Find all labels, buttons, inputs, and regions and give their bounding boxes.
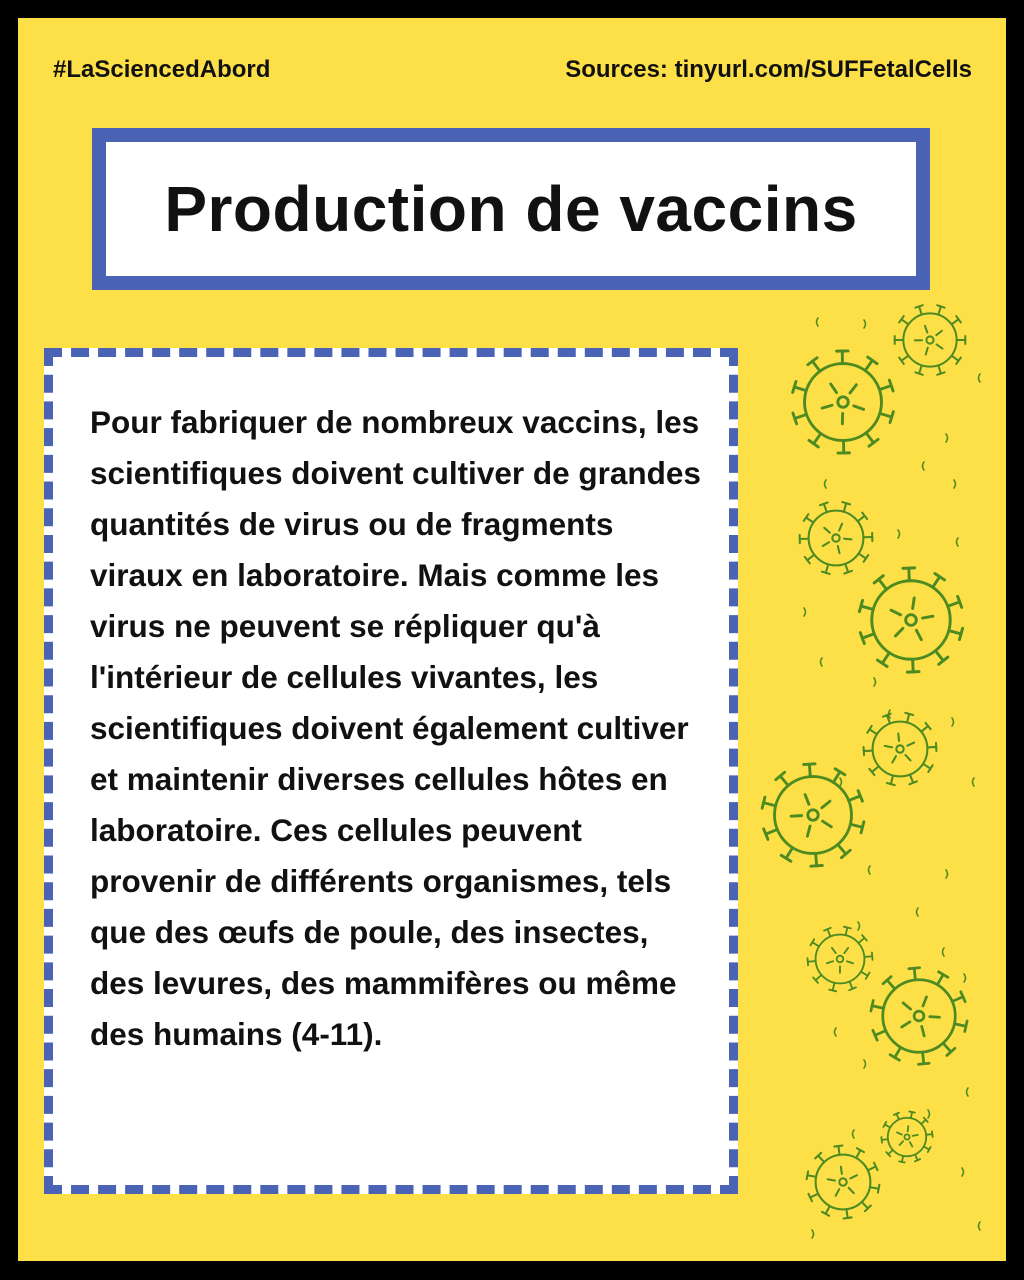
virus-particle [821,658,823,666]
virus-particle [964,974,966,982]
virus-icon [807,1146,880,1219]
sources-link: Sources: tinyurl.com/SUFFetalCells [565,56,972,83]
virus-particle [917,908,919,916]
virus-icon [807,927,872,992]
virus-particle [946,870,948,878]
virus-particle [869,866,871,874]
virus-particle [874,678,876,686]
virus-particle [962,1168,964,1176]
virus-particle [946,434,948,442]
virus-icon [871,968,967,1065]
virus-particle [979,1222,981,1230]
virus-icon [895,305,966,375]
virus-particle [979,374,981,382]
virus-particle [954,480,956,488]
virus-particle [923,462,925,470]
virus-particle [853,1130,855,1138]
virus-particle [943,948,945,956]
virus-particle [928,1110,930,1118]
body-text: Pour fabriquer de nombreux vaccins, les scientifiques doivent cultiver de grandes quantités de virus ou de fragments viraux en laboratoire. Mais comme les virus ne peuvent se répliquer qu'à l'intérieur de cellules vivantes, les scientifiques doivent également cultiver et maintenir diverses cellules hôtes en laboratoire. Ces cellules peuvent provenir de différents organismes, tels que des œufs de poule, des insectes, des levures, des mammifères ou même des humains (4-11). [90,404,701,1052]
virus-icon [800,502,873,574]
virus-particle [840,778,842,786]
poster [18,18,1006,1261]
page-title: Production de vaccins [164,173,858,245]
virus-icon [864,713,937,785]
virus-particle [817,318,819,326]
virus-particle [952,718,954,726]
virus-particle [864,320,866,328]
virus-icon [859,568,962,672]
virus-particle [967,1088,969,1096]
virus-particle [957,538,959,546]
virus-icon [881,1111,932,1162]
virus-icon [793,351,894,453]
virus-particle [858,922,860,930]
virus-particle [973,778,975,786]
virus-decoration [18,18,1006,1261]
virus-particle [804,608,806,616]
virus-particle [898,530,900,538]
virus-particle [812,1230,814,1238]
virus-icon [762,764,864,866]
virus-particle [825,480,827,488]
virus-particle [835,1028,837,1036]
virus-particle [864,1060,866,1068]
hashtag: #LaSciencedAbord [53,56,271,83]
